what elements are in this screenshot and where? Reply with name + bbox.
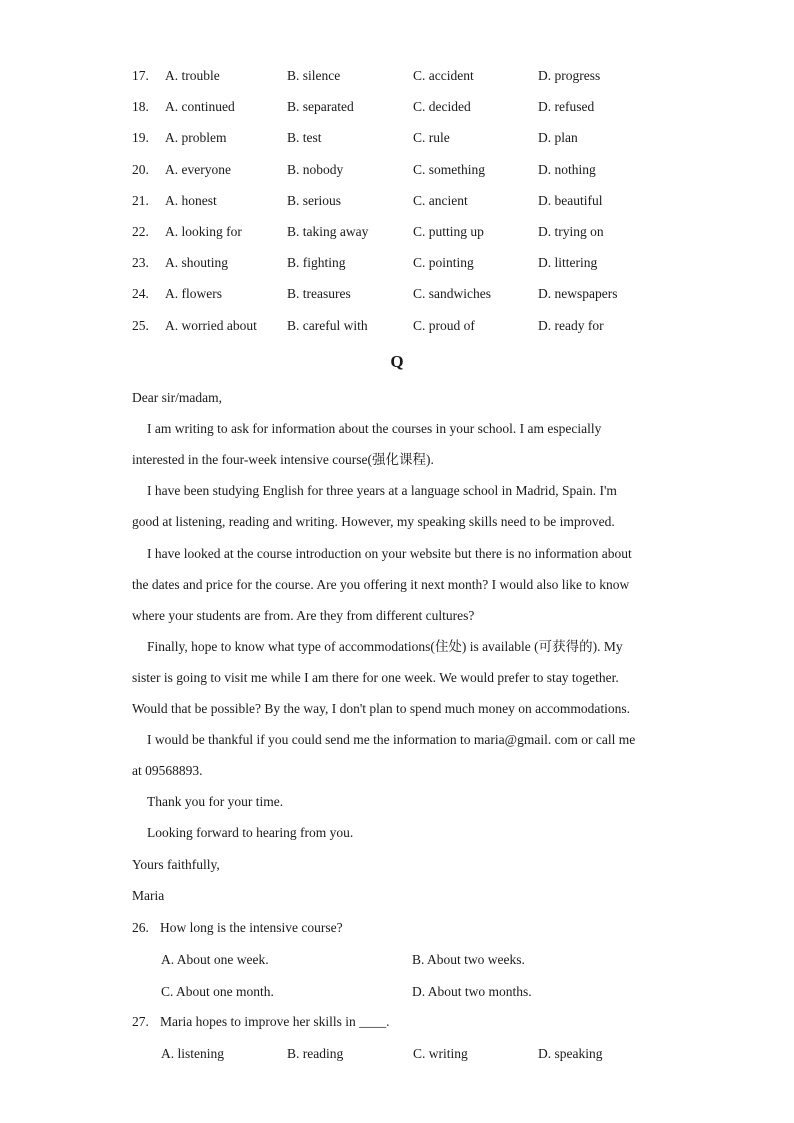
question-row xyxy=(0,191,794,211)
option-d: D. refused xyxy=(538,99,595,115)
question-row xyxy=(0,128,794,148)
letter-line: at 09568893. xyxy=(132,763,203,779)
option-a: A. everyone xyxy=(165,161,231,177)
option-a: A. honest xyxy=(165,192,217,208)
question-number: 23. xyxy=(132,255,149,271)
letter-line: I have looked at the course introduction on your website but there is no information about xyxy=(147,545,632,561)
option-a: A. continued xyxy=(165,99,235,115)
option-c: C. decided xyxy=(413,99,471,115)
option-a: A. flowers xyxy=(165,286,222,302)
letter-line: good at listening, reading and writing. However, my speaking skills need to be improved. xyxy=(132,514,615,530)
letter-line: Looking forward to hearing from you. xyxy=(147,825,354,841)
section-title: Q xyxy=(390,352,404,371)
option-b: B. serious xyxy=(287,192,341,208)
question-number: 26. xyxy=(132,920,149,935)
letter-line: sister is going to visit me while I am there for one week. We would prefer to stay together. xyxy=(132,669,619,685)
question-number: 18. xyxy=(132,99,149,115)
letter-line: I would be thankful if you could send me the information to maria@gmail. com or call me xyxy=(147,732,636,748)
option-c: C. rule xyxy=(413,130,450,146)
option-b: B. separated xyxy=(287,99,354,115)
letter-line: Would that be possible? By the way, I don't plan to spend much money on accommodations. xyxy=(132,701,631,716)
question-number: 27. xyxy=(132,1014,149,1029)
question-number: 25. xyxy=(132,317,149,333)
letter-line: Yours faithfully, xyxy=(132,856,220,872)
option-b: B. silence xyxy=(287,68,341,83)
option-c: C. pointing xyxy=(413,255,474,271)
option-d: D. nothing xyxy=(538,161,596,177)
question-number: 22. xyxy=(132,224,149,239)
option-d: D. speaking xyxy=(538,1046,603,1061)
question-row xyxy=(0,253,794,273)
option-d: D. trying on xyxy=(538,224,604,239)
question-row xyxy=(0,222,794,242)
option-c: C. accident xyxy=(413,68,474,83)
letter-line: Thank you for your time. xyxy=(147,794,284,810)
question-row xyxy=(0,97,794,117)
option-b: B. About two weeks. xyxy=(412,952,525,967)
question-row xyxy=(0,160,794,180)
question-number: 19. xyxy=(132,130,149,146)
option-a: A. shouting xyxy=(165,255,229,271)
letter-line: the dates and price for the course. Are you offering it next month? I would also like to know xyxy=(132,576,630,592)
option-c: C. writing xyxy=(413,1046,468,1061)
option-d: D. beautiful xyxy=(538,192,603,208)
question-stem: Maria hopes to improve her skills in ____. xyxy=(160,1014,390,1029)
letter-line: I have been studying English for three years at a language school in Madrid, Spain. I'm xyxy=(147,483,617,499)
option-c: C. proud of xyxy=(413,317,475,333)
option-a: A. About one week. xyxy=(161,952,269,967)
question-row xyxy=(0,66,794,86)
question-number: 17. xyxy=(132,68,149,83)
option-b: B. taking away xyxy=(287,224,369,239)
option-d: D. progress xyxy=(538,68,601,83)
option-b: B. careful with xyxy=(287,317,368,333)
question-number: 24. xyxy=(132,286,149,302)
option-b: B. nobody xyxy=(287,161,344,177)
question-number: 20. xyxy=(132,161,149,177)
option-c: C. ancient xyxy=(413,192,468,208)
option-c: C. About one month. xyxy=(161,984,274,999)
option-b: B. test xyxy=(287,130,322,146)
option-a: A. problem xyxy=(165,130,227,146)
letter-line: Maria xyxy=(132,887,165,903)
option-c: C. something xyxy=(413,161,486,177)
option-d: D. newspapers xyxy=(538,286,618,302)
option-b: B. reading xyxy=(287,1046,344,1061)
option-c: C. sandwiches xyxy=(413,286,491,302)
option-d: D. ready for xyxy=(538,317,604,333)
option-b: B. fighting xyxy=(287,255,346,271)
question-stem: How long is the intensive course? xyxy=(160,920,343,935)
question-row xyxy=(0,316,794,336)
option-a: A. listening xyxy=(161,1046,224,1061)
letter-line: Dear sir/madam, xyxy=(132,390,222,405)
option-d: D. plan xyxy=(538,130,578,146)
option-a: A. trouble xyxy=(165,68,220,83)
letter-line: interested in the four-week intensive course(强化课程). xyxy=(132,452,434,468)
option-c: C. putting up xyxy=(413,224,484,239)
option-b: B. treasures xyxy=(287,286,351,302)
option-d: D. About two months. xyxy=(412,984,532,999)
letter-line: where your students are from. Are they from different cultures? xyxy=(132,607,475,623)
question-row xyxy=(0,284,794,304)
option-a: A. worried about xyxy=(165,317,257,333)
letter-line: I am writing to ask for information about the courses in your school. I am especially xyxy=(147,421,602,437)
letter-line: Finally, hope to know what type of accommodations(住处) is available (可获得的). My xyxy=(147,638,623,654)
option-d: D. littering xyxy=(538,255,598,271)
option-a: A. looking for xyxy=(165,224,242,239)
question-number: 21. xyxy=(132,192,149,208)
